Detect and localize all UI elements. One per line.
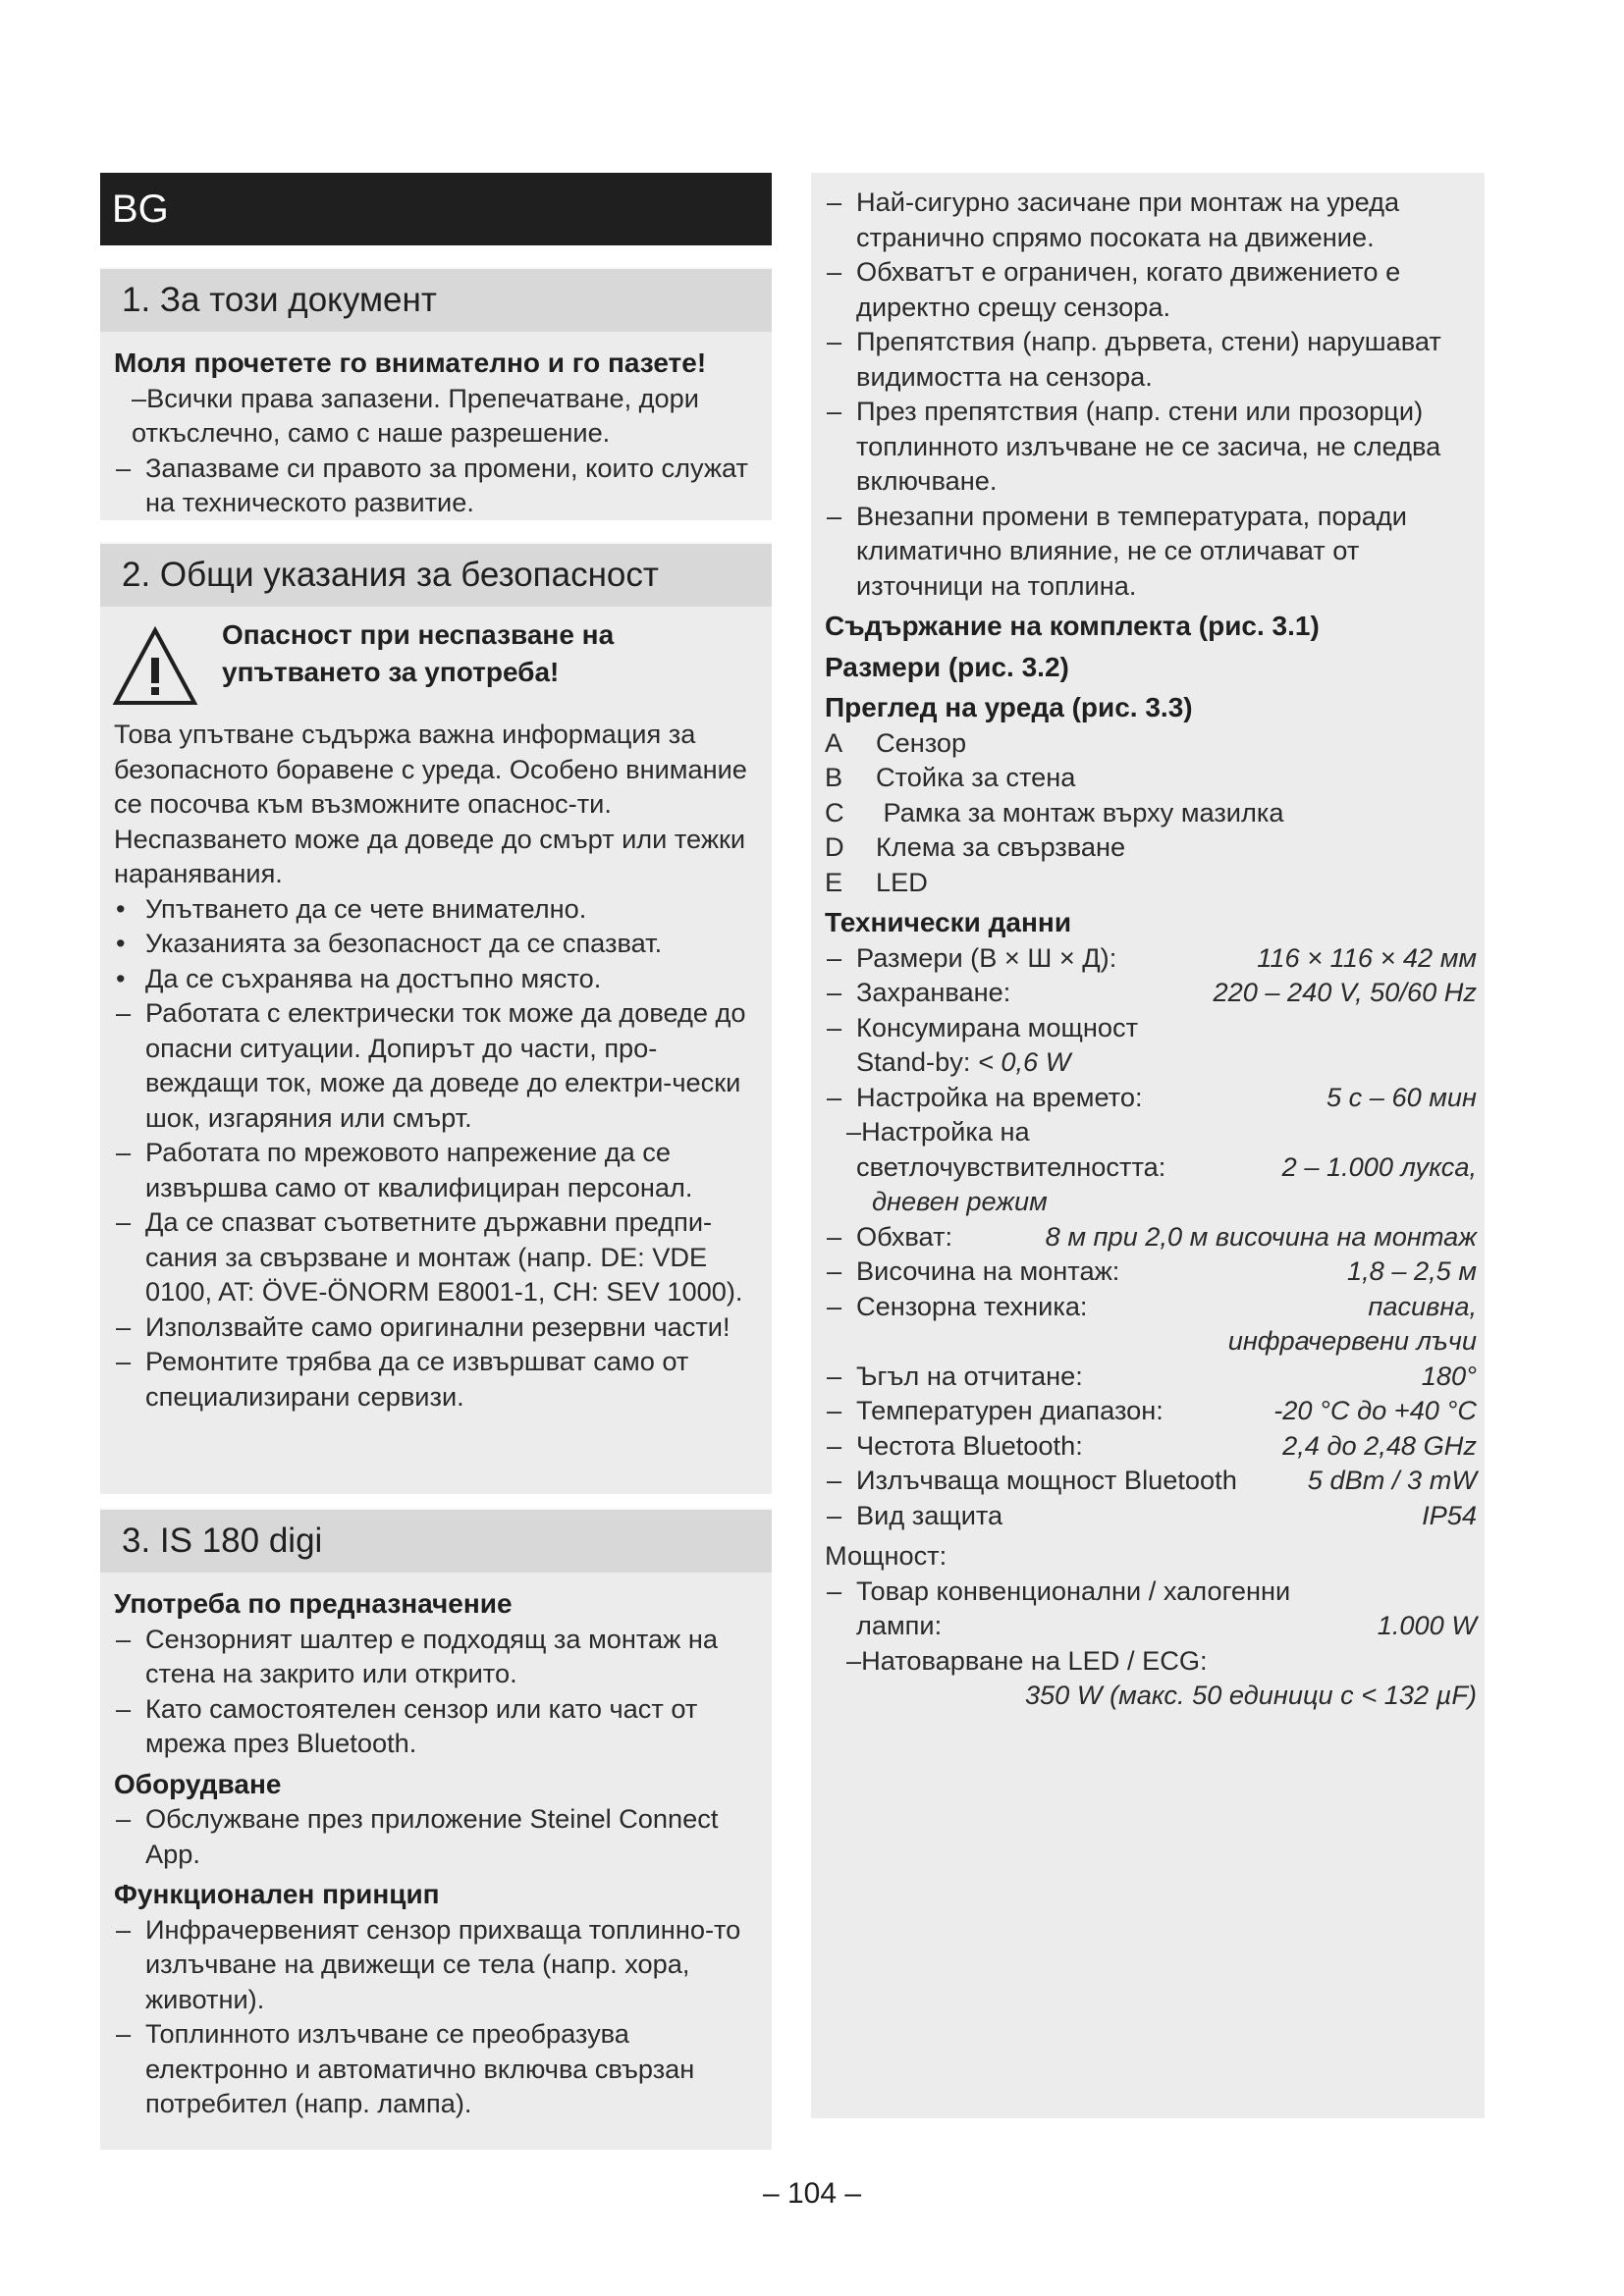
list-item: – Сензорният шалтер е подходящ за монтаж на стена на закрито или открито. [116, 1623, 719, 1688]
use-title: Употреба по предназначение [114, 1588, 513, 1619]
spec-row: – Сензорна техника: пасивна, [827, 1290, 1477, 1321]
section-1-subtitle: Моля прочетете го внимателно и го пазете! [114, 347, 707, 378]
list-item: – Да се спазват съответните държавни предпи-сания за свързване и монтаж (напр. DE: VDE 0100, AT: ÖVE-ÖNORM E8001-1, CH: SEV 1000). [116, 1206, 743, 1307]
section-safety [100, 542, 772, 1494]
spec-row: – Височина на монтаж: 1,8 – 2,5 м [827, 1255, 1477, 1286]
list-item: – Най-сигурно засичане при монтаж на уреда странично спрямо посоката на движение. [827, 187, 1400, 252]
overview-title: Преглед на уреда (рис. 3.3) [825, 692, 1193, 722]
list-item: – Топлинното излъчване се преобразува електронно и автоматично включва свързан потребител (напр. лампа). [116, 2018, 695, 2118]
list-item: – Инфрачервеният сензор прихваща топлинно-то излъчване на движещи се тела (напр. хора, животни). [116, 1913, 741, 2014]
page-number: – 104 – [762, 2177, 862, 2210]
list-item: –Всички права запазени. Препечатване, дори откъслечно, само с наше разрешение. [132, 382, 699, 448]
spec-row: – Излъчваща мощност Bluetooth 5 dBm / 3 mW [827, 1465, 1477, 1495]
spec-row: –Настройка на [846, 1116, 1030, 1147]
spec-row: 350 W (макс. 50 единици с < 132 µF) [1024, 1680, 1477, 1710]
list-item: – Обхватът е ограничен, когато движението е директно срещу сензора. [827, 256, 1401, 322]
function-title: Функционален принцип [114, 1879, 440, 1909]
section-document [100, 267, 772, 520]
list-item: • Указанията за безопасност да се спазват. [116, 928, 663, 958]
spec-row: – Ъгъл на отчитане: 180° [827, 1360, 1477, 1391]
section-3-title: 3. IS 180 digi [100, 1508, 772, 1573]
part-item: A Сензор [825, 726, 967, 758]
spec-row: – Обхват: 8 м при 2,0 м височина на монтаж [827, 1220, 1477, 1252]
list-item: – Обслужване през приложение Steinel Connect App. [116, 1803, 719, 1869]
spec-row: – Размери (В × Ш × Д): 116 × 116 × 42 мм [827, 941, 1477, 973]
section-1-title: 1. За този документ [100, 267, 772, 332]
spec-row: инфрачервени лъчи [1227, 1325, 1477, 1356]
list-item: – Ремонтите трябва да се извършват само от специализирани сервизи. [116, 1346, 689, 1412]
spec-row: – Настройка на времето: 5 с – 60 мин [827, 1081, 1477, 1112]
list-item: – Работата по мрежовото напрежение да се извършва само от квалифициран персонал. [116, 1137, 693, 1202]
warning-icon [112, 626, 198, 707]
list-item: – Използвайте само оригинални резервни части! [116, 1310, 731, 1342]
spec-row: лампи: 1.000 W [856, 1610, 1477, 1640]
spec-row: Stand-by: < 0,6 W [856, 1046, 1071, 1077]
spec-row: –Натоварване на LED / ECG: [846, 1644, 1208, 1676]
list-item: – Препятствия (напр. дървета, стени) нарушават видимостта на сензора. [827, 326, 1441, 392]
right-column [811, 173, 1485, 2118]
list-item: – Работата с електрически ток може да доведе до опасни ситуации. Допирът до части, про-веждащи ток, може да доведе до електри-чески шок, изгаряния или смърт. [116, 997, 746, 1133]
dims-title: Размери (рис. 3.2) [825, 651, 1069, 682]
spec-row: – Консумирана мощност [827, 1011, 1139, 1042]
tech-title: Технически данни [825, 907, 1072, 937]
spec-row: – Вид защита IP54 [827, 1499, 1477, 1530]
part-item: D Клема за свързване [825, 831, 1126, 862]
equipment-title: Оборудване [114, 1768, 282, 1799]
spec-row: – Температурен диапазон: -20 °C до +40 °C [827, 1395, 1477, 1425]
spec-row: дневен режим [872, 1186, 1048, 1216]
part-item: B Стойка за стена [825, 762, 1076, 792]
list-item: • Да се съхранява на достъпно място. [116, 962, 602, 993]
spec-row: – Захранване: 220 – 240 V, 50/60 Hz [827, 977, 1477, 1007]
language-tab: BG [100, 173, 772, 245]
safety-intro: Това упътване съдържа важна информация за безопасното боравене с уреда. Особено внимание се посочва към възможните опаснос-ти. Неспазването може да доведе до смърт или тежки наранявания. [114, 719, 747, 888]
list-item: – Като самостоятелен сензор или като част от мрежа през Bluetooth. [116, 1692, 698, 1758]
warning-text: Опасност при неспазване на упътването за употреба! [222, 619, 615, 687]
spec-row: – Товар конвенционални / халогенни [827, 1575, 1291, 1606]
section-product [100, 1508, 772, 2150]
list-item: – Внезапни промени в температурата, поради климатично влияние, не се отличават от източници на топлина. [827, 500, 1407, 601]
spec-row: светлочувствителността: 2 – 1.000 лукса, [856, 1150, 1477, 1182]
list-item: – Запазваме си правото за промени, които служат на техническото развитие. [116, 452, 749, 517]
spec-row: – Честота Bluetooth: 2,4 до 2,48 GHz [827, 1429, 1477, 1461]
kit-title: Съдържание на комплекта (рис. 3.1) [825, 611, 1320, 641]
section-2-title: 2. Общи указания за безопасност [100, 542, 772, 607]
list-item: • Упътването да се чете внимателно. [116, 892, 587, 924]
list-item: – През препятствия (напр. стени или прозорци) топлинното излъчване не се засича, не следва включване. [827, 396, 1441, 496]
part-item: E LED [825, 866, 928, 897]
power-title: Мощност: [825, 1540, 947, 1571]
part-item: C Рамка за монтаж върху мазилка [825, 796, 1284, 828]
